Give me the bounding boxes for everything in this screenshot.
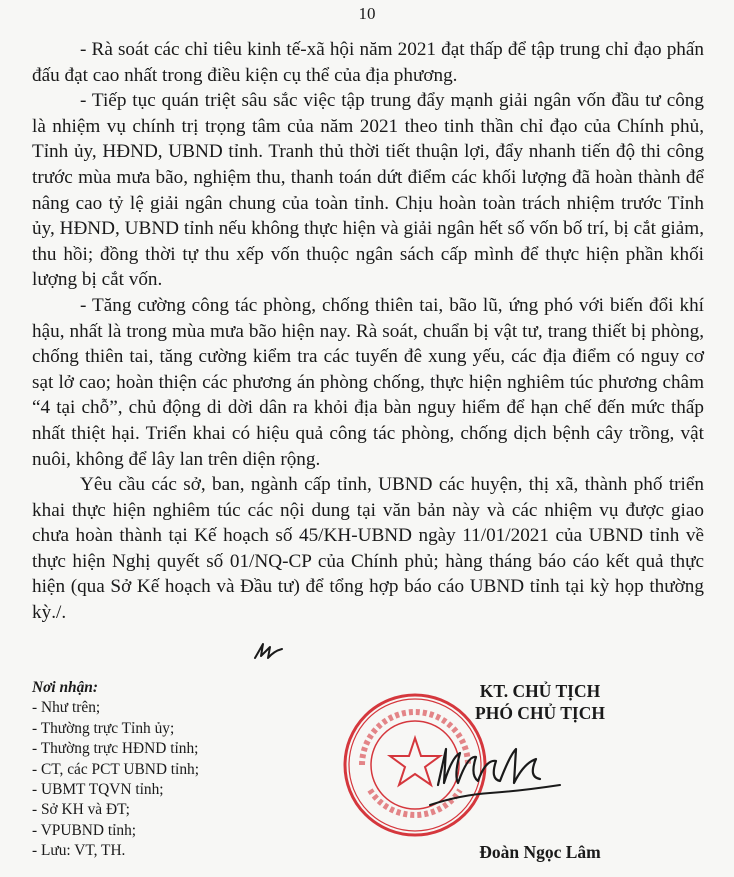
recipient-item: - Như trên; (32, 699, 101, 717)
recipient-item: - Sở KH và ĐT; (32, 801, 130, 819)
signer-name: Đoàn Ngọc Lâm (479, 842, 601, 862)
paragraph-disaster-prevention: - Tăng cường công tác phòng, chống thiên tai, bão lũ, ứng phó với biến đổi khí hậu, nhất là trong mùa mưa bão hiện nay. Rà soát, chuẩn bị vật tư, trang thiết bị phòng, chống thiên tai, tăng cường kiểm tra các tuyến đê xung yếu, các địa điểm có nguy cơ sạt lở cao; hoàn thiện các phương án phòng chống, thực hiện nghiêm túc phương châm “4 tại chỗ”, chủ động di dời dân ra khỏi địa bàn nguy hiểm để hạn chế đến mức thấp nhất thiệt hại. Triển khai có hiệu quả công tác phòng, chống dịch bệnh cây trồng, vật nuôi, không để lây lan trên diện rộng. (32, 294, 704, 470)
paragraph-implementation-request: Yêu cầu các sở, ban, ngành cấp tỉnh, UBND các huyện, thị xã, thành phố triển khai thực hiện nghiêm túc các nội dung tại văn bản này và các nhiệm vụ được giao chưa hoàn thành tại Kế hoạch số 45/KH-UBND ngày 11/01/2021 của UBND tỉnh về thực hiện Nghị quyết số 01/NQ-CP của Chính phủ; hàng tháng báo cáo kết quả thực hiện (qua Sở Kế hoạch và Đầu tư) để tổng hợp báo cáo UBND tỉnh tại kỳ họp thường kỳ./. (32, 474, 704, 624)
recipients-block (32, 678, 262, 862)
recipients-title: Nơi nhận: (32, 679, 98, 696)
initial-mark (252, 638, 286, 664)
handwritten-signature (420, 735, 570, 815)
recipient-item: - Thường trực HĐND tỉnh; (32, 740, 199, 758)
recipient-item: - UBMT TQVN tỉnh; (32, 781, 164, 799)
page-number: 10 (358, 4, 376, 23)
recipient-item: - Thường trực Tỉnh ủy; (32, 719, 175, 737)
signer-title-line1: KT. CHỦ TỊCH (479, 681, 601, 701)
recipients-list (32, 698, 262, 861)
paragraph-economic-targets: - Rà soát các chỉ tiêu kinh tế-xã hội năm 2021 đạt thấp để tập trung chỉ đạo phấn đấu đạt cao nhất trong điều kiện cụ thể của địa phương. (32, 39, 704, 86)
signer-title-line2: PHÓ CHỦ TỊCH (475, 703, 605, 723)
recipient-item: - VPUBND tỉnh; (32, 821, 137, 839)
signer-block (400, 680, 680, 724)
paragraph-public-investment: - Tiếp tục quán triệt sâu sắc việc tập trung đẩy mạnh giải ngân vốn đầu tư công là nhiệm vụ chính trị trọng tâm của năm 2021 theo tinh thần chỉ đạo của Chính phủ, Tỉnh ủy, HĐND, UBND tỉnh. Tranh thủ thời tiết thuận lợi, đẩy nhanh tiến độ thi công trước mùa mưa bão, nghiệm thu, thanh toán dứt điểm các khối lượng đã hoàn thành để nâng cao tỷ lệ giải ngân chung của toàn tỉnh. Chịu hoàn toàn trách nhiệm trước Tỉnh ủy, HĐND, UBND tỉnh nếu không thực hiện và giải ngân hết số vốn bố trí, bị cắt giảm, thu hồi; đồng thời tự thu xếp vốn thuộc ngân sách cấp mình để thực hiện phần khối lượng bị cắt vốn. (32, 90, 704, 291)
recipient-item: - CT, các PCT UBND tỉnh; (32, 760, 200, 778)
document-body (32, 37, 704, 626)
recipient-item: - Lưu: VT, TH. (32, 842, 126, 860)
